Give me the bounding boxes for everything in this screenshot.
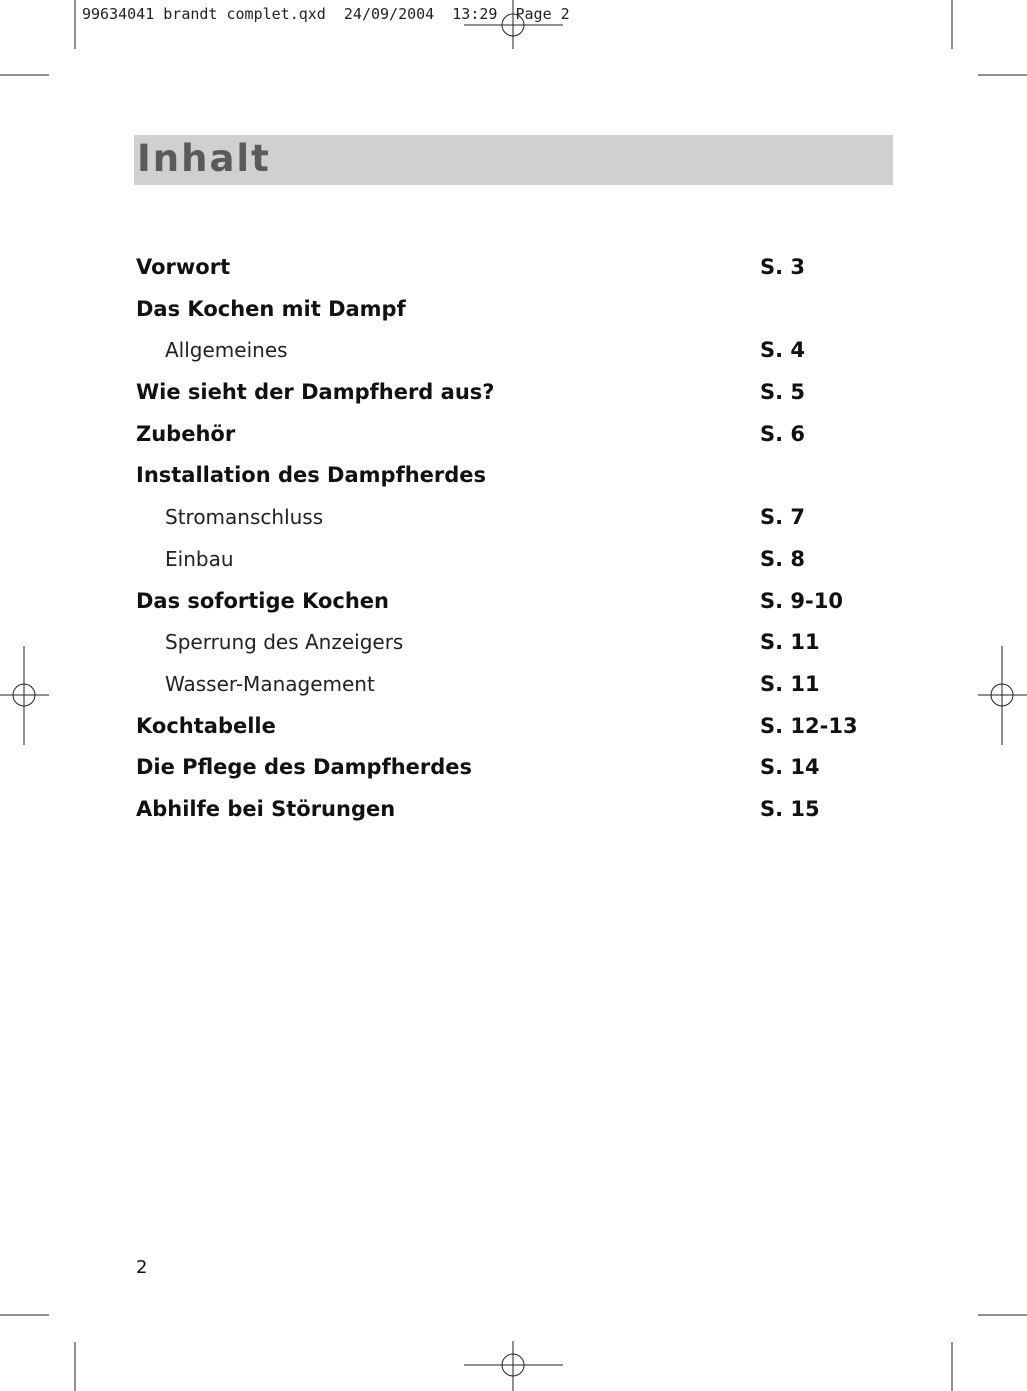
table-of-contents bbox=[136, 247, 896, 831]
toc-entry bbox=[136, 664, 896, 706]
page-number: 2 bbox=[136, 1257, 148, 1278]
toc-entry-label: Allgemeines bbox=[165, 338, 288, 363]
registration-mark-right bbox=[978, 646, 1027, 745]
toc-entry-page: S. 3 bbox=[760, 255, 806, 279]
toc-entry bbox=[136, 789, 896, 831]
toc-entry bbox=[136, 330, 896, 372]
toc-entry-label: Das Kochen mit Dampf bbox=[136, 296, 406, 321]
toc-entry-label: Wasser-Management bbox=[165, 671, 375, 696]
toc-entry-page: S. 7 bbox=[760, 505, 806, 530]
toc-entry bbox=[136, 706, 896, 748]
toc-entry bbox=[136, 622, 896, 664]
toc-entry-label: Sperrung des Anzeigers bbox=[165, 630, 404, 655]
toc-entry-page: S. 11 bbox=[760, 630, 820, 655]
toc-entry-label: Wie sieht der Dampfherd aus? bbox=[136, 380, 495, 405]
toc-entry-label: Die Pflege des Dampfherdes bbox=[136, 755, 473, 780]
toc-entry bbox=[136, 414, 896, 456]
toc-entry bbox=[136, 747, 896, 789]
toc-entry-page: S. 11 bbox=[760, 671, 820, 696]
toc-entry-label: Vorwort bbox=[136, 255, 231, 279]
toc-entry-label: Stromanschluss bbox=[165, 505, 324, 530]
toc-entry-page: S. 12-13 bbox=[760, 713, 858, 738]
toc-entry bbox=[136, 372, 896, 414]
toc-entry-label: Einbau bbox=[165, 546, 234, 571]
toc-entry-page: S. 5 bbox=[760, 380, 806, 405]
page-title: Inhalt bbox=[137, 137, 271, 180]
toc-entry-label: Installation des Dampfherdes bbox=[136, 463, 487, 488]
toc-entry bbox=[136, 539, 896, 581]
toc-entry-label: Das sofortige Kochen bbox=[136, 588, 390, 613]
registration-mark-left bbox=[0, 646, 49, 745]
toc-entry-label: Zubehör bbox=[136, 421, 236, 446]
toc-entry-page: S. 15 bbox=[760, 796, 820, 821]
toc-entry bbox=[136, 455, 896, 497]
toc-entry-page: S. 4 bbox=[760, 338, 806, 363]
toc-entry-page: S. 14 bbox=[760, 755, 820, 780]
toc-entry-page: S. 9-10 bbox=[760, 588, 843, 613]
toc-entry-page: S. 8 bbox=[760, 546, 806, 571]
toc-entry bbox=[136, 581, 896, 623]
print-slug-line: 99634041 brandt complet.qxd 24/09/2004 13:29 Page 2 bbox=[82, 5, 570, 23]
registration-mark-top bbox=[464, 0, 563, 49]
toc-entry-label: Kochtabelle bbox=[136, 713, 276, 738]
toc-entry-page: S. 6 bbox=[760, 421, 806, 446]
toc-entry-label: Abhilfe bei Störungen bbox=[136, 796, 396, 821]
heading-bar bbox=[134, 135, 893, 185]
toc-entry bbox=[136, 497, 896, 539]
toc-entry bbox=[136, 289, 896, 331]
registration-mark-bottom bbox=[464, 1341, 563, 1391]
toc-entry bbox=[136, 247, 896, 289]
